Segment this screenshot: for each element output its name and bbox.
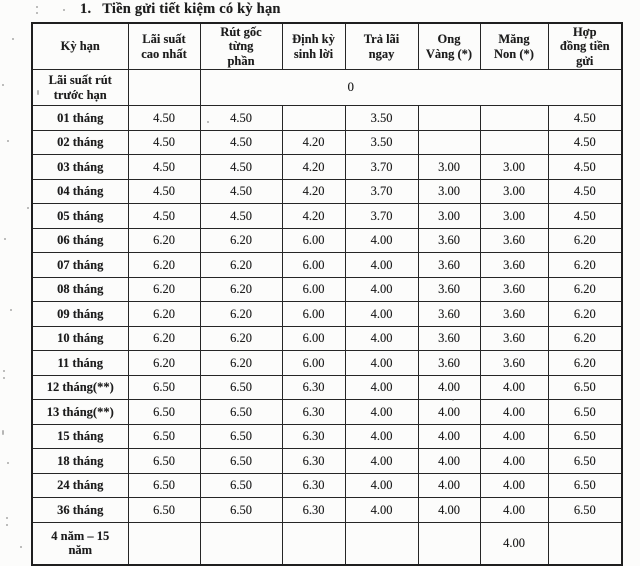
rate-cell: 4.00 xyxy=(418,424,480,449)
scan-speck xyxy=(452,399,454,401)
rate-cell: 4.00 xyxy=(345,302,418,327)
col-header-periodic-interest: Định kỳ sinh lời xyxy=(282,23,345,70)
rate-cell: 6.50 xyxy=(200,498,282,523)
rate-cell: 6.50 xyxy=(128,473,200,498)
rate-row xyxy=(32,204,622,229)
rate-cell: 6.50 xyxy=(548,473,622,498)
rate-cell: 4.00 xyxy=(418,449,480,474)
scan-speck xyxy=(207,121,209,123)
rate-cell: 6.20 xyxy=(200,277,282,302)
term-cell: 13 tháng(**) xyxy=(32,400,128,425)
rate-cell: 6.50 xyxy=(548,498,622,523)
rate-cell: 4.50 xyxy=(128,155,200,180)
rate-cell: 4.00 xyxy=(345,253,418,278)
rate-cell: 4.00 xyxy=(345,228,418,253)
scan-speck xyxy=(6,524,8,526)
term-cell: 10 tháng xyxy=(32,326,128,351)
rate-cell: 3.60 xyxy=(418,326,480,351)
rate-row xyxy=(32,498,622,523)
rate-cell: 4.00 xyxy=(345,277,418,302)
rate-row xyxy=(32,522,622,565)
rate-cell: 3.60 xyxy=(418,253,480,278)
col-header-ong-vang: Ong Vàng (*) xyxy=(418,23,480,70)
rate-cell: 6.00 xyxy=(282,253,345,278)
rate-cell: 4.00 xyxy=(480,375,548,400)
rate-cell: 3.00 xyxy=(480,179,548,204)
rate-cell: 4.50 xyxy=(548,155,622,180)
term-cell: 18 tháng xyxy=(32,449,128,474)
rate-cell: 6.50 xyxy=(200,375,282,400)
rate-cell: 4.50 xyxy=(200,179,282,204)
rate-row xyxy=(32,302,622,327)
rate-cell: 3.00 xyxy=(480,155,548,180)
rate-cell: 4.20 xyxy=(282,204,345,229)
term-cell: 24 tháng xyxy=(32,473,128,498)
rate-cell xyxy=(128,522,200,565)
rate-cell: 6.20 xyxy=(548,351,622,376)
rate-cell: 6.30 xyxy=(282,375,345,400)
rate-cell xyxy=(200,522,282,565)
rate-cell xyxy=(282,522,345,565)
rate-cell: 3.00 xyxy=(418,179,480,204)
rate-cell: 6.00 xyxy=(282,228,345,253)
rate-cell: 4.00 xyxy=(345,473,418,498)
rate-row xyxy=(32,375,622,400)
rate-cell: 6.20 xyxy=(128,228,200,253)
term-cell: 01 tháng xyxy=(32,106,128,131)
rate-cell: 4.50 xyxy=(200,204,282,229)
rate-cell: 3.60 xyxy=(480,277,548,302)
rate-cell: 6.20 xyxy=(548,302,622,327)
rate-cell: 6.00 xyxy=(282,277,345,302)
rate-cell: 3.60 xyxy=(480,326,548,351)
rate-cell: 3.00 xyxy=(418,155,480,180)
rate-cell: 4.00 xyxy=(480,449,548,474)
term-cell: 02 tháng xyxy=(32,130,128,155)
scan-speck xyxy=(63,9,65,11)
rate-cell: 4.20 xyxy=(282,130,345,155)
scan-speck xyxy=(27,207,29,209)
term-cell: 15 tháng xyxy=(32,424,128,449)
rate-cell: 6.20 xyxy=(128,351,200,376)
rate-cell: 4.00 xyxy=(345,351,418,376)
col-header-max-rate: Lãi suất cao nhất xyxy=(128,23,200,70)
rate-row xyxy=(32,473,622,498)
rate-cell: 6.20 xyxy=(548,277,622,302)
rate-row xyxy=(32,351,622,376)
rate-cell: 3.00 xyxy=(480,204,548,229)
rate-cell: 4.00 xyxy=(345,424,418,449)
rate-cell: 6.20 xyxy=(128,326,200,351)
rate-row xyxy=(32,424,622,449)
rate-cell: 6.50 xyxy=(200,449,282,474)
rate-cell: 6.30 xyxy=(282,449,345,474)
col-header-partial-withdrawal: Rút gốc từng phần xyxy=(200,23,282,70)
rate-cell: 6.20 xyxy=(200,228,282,253)
term-cell: 08 tháng xyxy=(32,277,128,302)
table-header xyxy=(32,23,622,70)
rate-cell: 3.50 xyxy=(345,106,418,131)
early-withdrawal-label: Lãi suất rút trước hạn xyxy=(32,70,128,106)
rate-cell: 6.20 xyxy=(200,253,282,278)
term-cell: 09 tháng xyxy=(32,302,128,327)
scan-speck xyxy=(20,546,22,548)
rate-cell: 6.50 xyxy=(128,498,200,523)
scan-speck xyxy=(2,84,4,86)
rate-cell: 3.60 xyxy=(480,253,548,278)
rate-cell: 4.50 xyxy=(548,106,622,131)
rate-row xyxy=(32,130,622,155)
rate-cell: 3.60 xyxy=(418,351,480,376)
rate-row xyxy=(32,277,622,302)
rate-cell: 6.50 xyxy=(128,400,200,425)
section-heading xyxy=(80,1,281,18)
rate-row xyxy=(32,326,622,351)
rate-row xyxy=(32,228,622,253)
rate-cell: 4.00 xyxy=(418,400,480,425)
rate-cell: 4.00 xyxy=(345,449,418,474)
rate-cell: 4.00 xyxy=(345,375,418,400)
rate-cell: 4.00 xyxy=(418,473,480,498)
rate-cell: 6.20 xyxy=(548,228,622,253)
rate-cell: 3.60 xyxy=(418,302,480,327)
rate-cell: 6.20 xyxy=(548,253,622,278)
section-number: 1. xyxy=(80,1,92,17)
rate-cell: 6.30 xyxy=(282,498,345,523)
col-header-deposit-contract: Hợp đồng tiền gửi xyxy=(548,23,622,70)
rate-cell: 4.50 xyxy=(128,106,200,131)
rate-cell: 3.70 xyxy=(345,155,418,180)
rate-cell: 3.60 xyxy=(418,277,480,302)
term-cell: 06 tháng xyxy=(32,228,128,253)
rate-cell: 4.20 xyxy=(282,155,345,180)
rate-cell xyxy=(282,106,345,131)
term-cell: 12 tháng(**) xyxy=(32,375,128,400)
scan-speck xyxy=(3,370,5,372)
rate-cell: 4.50 xyxy=(548,130,622,155)
rate-cell: 6.20 xyxy=(128,277,200,302)
term-cell: 36 tháng xyxy=(32,498,128,523)
rate-cell: 4.00 xyxy=(480,498,548,523)
scan-speck xyxy=(7,462,9,464)
rate-cell: 4.50 xyxy=(548,204,622,229)
col-header-mang-non: Măng Non (*) xyxy=(480,23,548,70)
rate-cell: 6.50 xyxy=(548,375,622,400)
scan-speck xyxy=(10,309,12,311)
early-withdrawal-value: 0 xyxy=(200,70,622,106)
rate-cell: 6.00 xyxy=(282,302,345,327)
rate-cell: 6.50 xyxy=(200,424,282,449)
scan-speck xyxy=(6,517,8,519)
rate-cell: 4.00 xyxy=(345,400,418,425)
rate-cell: 3.60 xyxy=(480,351,548,376)
rate-cell: 6.50 xyxy=(548,424,622,449)
rate-cell: 4.00 xyxy=(480,400,548,425)
rate-cell: 3.60 xyxy=(480,228,548,253)
rate-cell: 6.20 xyxy=(200,351,282,376)
rate-cell: 4.00 xyxy=(418,375,480,400)
rate-cell: 4.50 xyxy=(200,155,282,180)
scan-speck xyxy=(37,90,39,95)
rate-cell: 6.50 xyxy=(128,375,200,400)
rate-row xyxy=(32,253,622,278)
rate-row xyxy=(32,179,622,204)
rate-cell xyxy=(418,130,480,155)
rate-cell: 4.50 xyxy=(128,130,200,155)
rate-cell xyxy=(548,522,622,565)
rate-cell: 3.70 xyxy=(345,204,418,229)
rate-cell: 6.20 xyxy=(200,302,282,327)
col-header-immediate-interest: Trả lãi ngay xyxy=(345,23,418,70)
scan-speck xyxy=(3,377,5,379)
scan-speck xyxy=(2,430,4,435)
term-cell: 4 năm – 15 năm xyxy=(32,522,128,565)
rate-cell: 6.20 xyxy=(200,326,282,351)
rate-cell: 6.20 xyxy=(548,326,622,351)
rate-cell: 6.50 xyxy=(548,449,622,474)
rate-cell: 6.00 xyxy=(282,326,345,351)
rate-cell: 6.30 xyxy=(282,400,345,425)
rate-cell: 4.50 xyxy=(200,106,282,131)
term-cell: 07 tháng xyxy=(32,253,128,278)
rate-cell: 4.00 xyxy=(480,473,548,498)
rate-cell: 3.50 xyxy=(345,130,418,155)
header-row xyxy=(32,23,622,70)
rate-row xyxy=(32,449,622,474)
rate-cell: 6.20 xyxy=(128,302,200,327)
rate-cell: 4.50 xyxy=(128,204,200,229)
rate-cell: 6.00 xyxy=(282,351,345,376)
scan-speck xyxy=(36,6,38,8)
rate-cell: 3.00 xyxy=(418,204,480,229)
deposit-rate-table xyxy=(31,22,623,566)
rate-cell: 4.00 xyxy=(418,498,480,523)
rate-row xyxy=(32,400,622,425)
empty-cell xyxy=(128,70,200,106)
rate-cell: 6.50 xyxy=(128,449,200,474)
term-cell: 11 tháng xyxy=(32,351,128,376)
rate-cell: 4.00 xyxy=(480,522,548,565)
rate-cell xyxy=(418,522,480,565)
rate-cell: 6.20 xyxy=(128,253,200,278)
rate-cell: 4.20 xyxy=(282,179,345,204)
rate-cell: 4.00 xyxy=(480,424,548,449)
scan-speck xyxy=(4,238,6,240)
early-withdrawal-row xyxy=(32,70,622,106)
rate-cell: 3.70 xyxy=(345,179,418,204)
rate-cell: 6.50 xyxy=(200,400,282,425)
rate-cell xyxy=(480,106,548,131)
scan-speck xyxy=(36,12,38,14)
rate-cell: 4.50 xyxy=(200,130,282,155)
rate-row xyxy=(32,155,622,180)
rate-cell xyxy=(480,130,548,155)
rate-cell xyxy=(418,106,480,131)
col-header-term: Kỳ hạn xyxy=(32,23,128,70)
rate-cell: 3.60 xyxy=(418,228,480,253)
section-title: Tiền gửi tiết kiệm có kỳ hạn xyxy=(102,1,281,17)
rate-cell: 6.50 xyxy=(200,473,282,498)
term-cell: 03 tháng xyxy=(32,155,128,180)
rate-cell: 4.00 xyxy=(345,326,418,351)
rate-cell: 6.50 xyxy=(128,424,200,449)
rate-row xyxy=(32,106,622,131)
rate-cell: 6.30 xyxy=(282,424,345,449)
rate-cell: 4.50 xyxy=(128,179,200,204)
term-cell: 05 tháng xyxy=(32,204,128,229)
rate-cell xyxy=(345,522,418,565)
term-cell: 04 tháng xyxy=(32,179,128,204)
rate-cell: 6.30 xyxy=(282,473,345,498)
rate-cell: 4.50 xyxy=(548,179,622,204)
rate-cell: 3.60 xyxy=(480,302,548,327)
rate-cell: 4.00 xyxy=(345,498,418,523)
table-body xyxy=(32,70,622,565)
rate-cell: 6.50 xyxy=(548,400,622,425)
scan-speck xyxy=(7,140,9,142)
scan-speck xyxy=(12,38,14,40)
